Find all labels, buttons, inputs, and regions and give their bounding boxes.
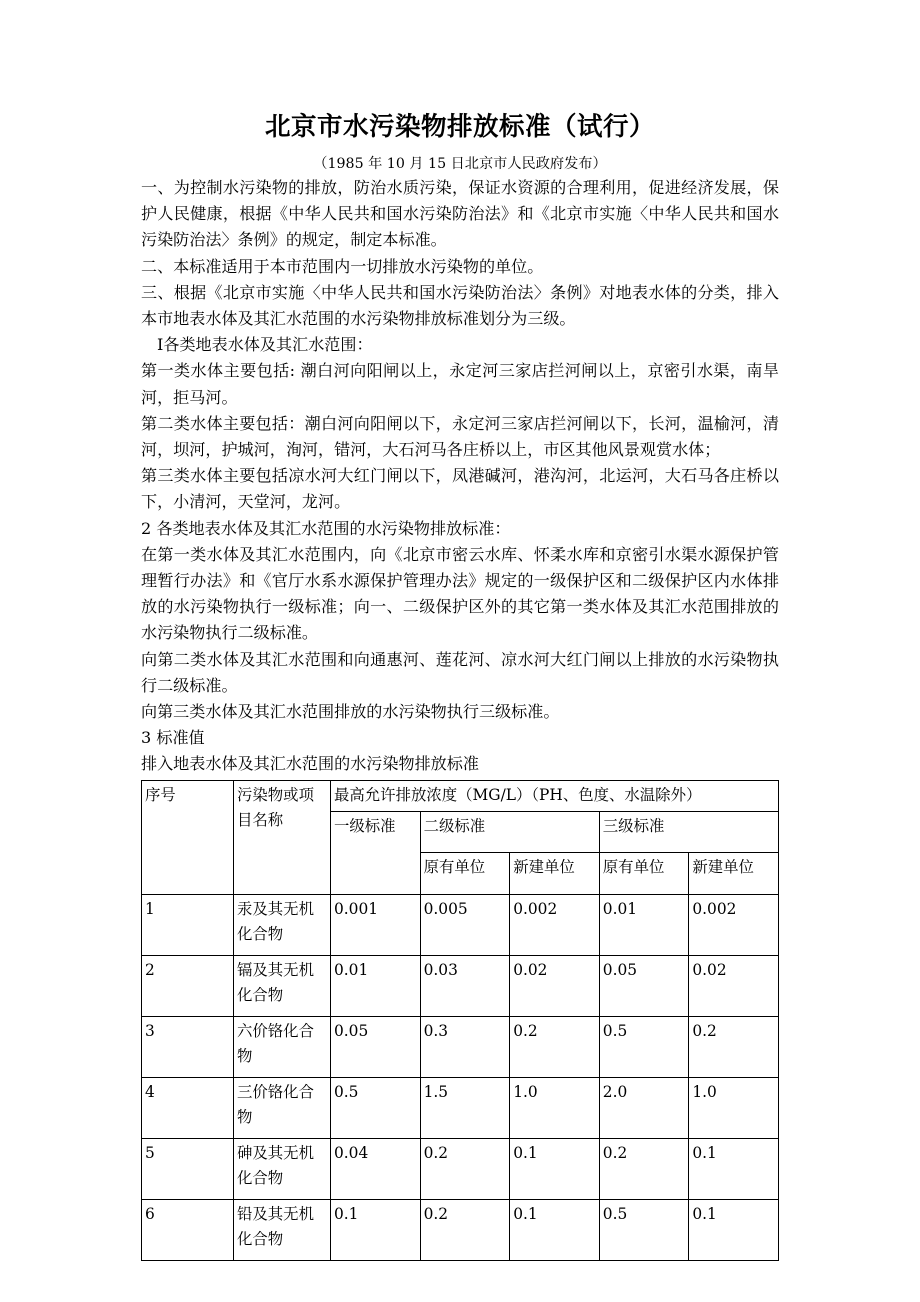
cell-pollutant-name: 三价铬化合物 — [234, 1077, 331, 1138]
cell-level-1: 0.001 — [331, 894, 421, 955]
cell-level-3-new: 0.1 — [689, 1199, 779, 1260]
document-subtitle: （1985 年 10 月 15 日北京市人民政府发布） — [313, 156, 607, 172]
cell-level-1: 0.05 — [331, 1016, 421, 1077]
cell-level-1: 0.1 — [331, 1199, 421, 1260]
cell-index: 3 — [142, 1016, 234, 1077]
cell-level-1: 0.04 — [331, 1138, 421, 1199]
cell-level-3-existing: 2.0 — [599, 1077, 689, 1138]
cell-index: 1 — [142, 894, 234, 955]
table-header-level-2-new: 新建单位 — [510, 853, 600, 895]
paragraph-class-2-rule: 向第二类水体及其汇水范围和向通惠河、莲花河、凉水河大红门闸以上排放的水污染物执行二级标准。 — [141, 649, 779, 695]
cell-level-2-existing: 0.2 — [420, 1199, 510, 1260]
cell-level-3-new: 0.1 — [689, 1138, 779, 1199]
cell-index: 5 — [142, 1138, 234, 1199]
cell-pollutant-name: 砷及其无机化合物 — [234, 1138, 331, 1199]
cell-index: 2 — [142, 955, 234, 1016]
paragraph-water-class-3: 第三类水体主要包括凉水河大红门闸以下，凤港碱河，港沟河，北运河，大石马各庄桥以下，小清河，天堂河，龙河。 — [141, 466, 779, 512]
table-row — [142, 1138, 779, 1199]
cell-level-2-existing: 0.2 — [420, 1138, 510, 1199]
cell-pollutant-name: 六价铬化合物 — [234, 1016, 331, 1077]
cell-index: 6 — [142, 1199, 234, 1260]
discharge-standard-table — [141, 780, 779, 1261]
cell-level-2-existing: 0.03 — [420, 955, 510, 1016]
cell-level-3-existing: 0.2 — [599, 1138, 689, 1199]
cell-level-3-existing: 0.5 — [599, 1199, 689, 1260]
cell-level-2-new: 0.002 — [510, 894, 600, 955]
table-header-level-3-existing: 原有单位 — [599, 853, 689, 895]
paragraph-article-3: 三、根据《北京市实施〈中华人民共和国水污染防治法〉条例》对地表水体的分类，排入本市地表水体及其汇水范围的水污染物排放标准划分为三级。 — [141, 282, 779, 329]
page-title: 北京市水污染物排放标准（试行） — [264, 112, 655, 142]
table-header-level-1: 一级标准 — [331, 811, 421, 894]
paragraph-section-1-heading: Ⅰ各类地表水体及其汇水范围： — [157, 335, 373, 355]
table-row — [142, 894, 779, 955]
cell-level-2-existing: 0.3 — [420, 1016, 510, 1077]
cell-level-3-new: 0.02 — [689, 955, 779, 1016]
cell-level-2-new: 0.2 — [510, 1016, 600, 1077]
cell-level-2-existing: 1.5 — [420, 1077, 510, 1138]
document-page — [141, 0, 779, 1261]
paragraph-section-3-heading: 3 标准值 — [141, 728, 205, 748]
cell-pollutant-name: 镉及其无机化合物 — [234, 955, 331, 1016]
cell-level-3-new: 1.0 — [689, 1077, 779, 1138]
cell-level-2-new: 0.02 — [510, 955, 600, 1016]
table-row — [142, 1199, 779, 1260]
paragraph-section-2-heading: 2 各类地表水体及其汇水范围的水污染物排放标准： — [141, 518, 511, 538]
table-header-index: 序号 — [142, 780, 234, 894]
table-header-level-3: 三级标准 — [599, 811, 778, 853]
table-header-level-2: 二级标准 — [420, 811, 599, 853]
table-header-row-1 — [142, 780, 779, 811]
paragraph-class-1-rule: 在第一类水体及其汇水范围内，向《北京市密云水库、怀柔水库和京密引水渠水源保护管理暂行办法》和《官厅水系水源保护管理办法》规定的一级保护区和二级保护区内水体排放的水污染物执行一级标准；向一、二级保护区外的其它第一类水体及其汇水范围排放的水污染物执行二级标准。 — [141, 544, 779, 643]
cell-level-1: 0.5 — [331, 1077, 421, 1138]
cell-level-2-new: 0.1 — [510, 1138, 600, 1199]
cell-pollutant-name: 汞及其无机化合物 — [234, 894, 331, 955]
table-caption: 排入地表水体及其汇水范围的水污染物排放标准 — [141, 754, 479, 774]
paragraph-water-class-2: 第二类水体主要包括：潮白河向阳闸以下，永定河三家店拦河闸以下，长河，温榆河，清河，坝河，护城河，洵河，错河，大石河马各庄桥以上，市区其他风景观赏水体； — [141, 413, 779, 460]
cell-level-3-new: 0.002 — [689, 894, 779, 955]
cell-level-2-new: 0.1 — [510, 1199, 600, 1260]
cell-level-2-existing: 0.005 — [420, 894, 510, 955]
paragraph-article-2: 二、本标准适用于本市范围内一切排放水污染物的单位。 — [141, 256, 544, 276]
table-row — [142, 1077, 779, 1138]
table-header-pollutant-name: 污染物或项目名称 — [234, 780, 331, 894]
cell-level-3-existing: 0.05 — [599, 955, 689, 1016]
cell-pollutant-name: 铅及其无机化合物 — [234, 1199, 331, 1260]
cell-index: 4 — [142, 1077, 234, 1138]
table-header-concentration: 最高允许排放浓度（MG/L）（PH、色度、水温除外） — [331, 780, 779, 811]
paragraph-water-class-1: 第一类水体主要包括: 潮白河向阳闸以上，永定河三家店拦河闸以上，京密引水渠，南旱河，拒马河。 — [141, 361, 779, 407]
table-row — [142, 955, 779, 1016]
paragraph-article-1: 一、为控制水污染物的排放，防治水质污染，保证水资源的合理利用，促进经济发展，保护人民健康，根据《中华人民共和国水污染防治法》和《北京市实施〈中华人民共和国水污染防治法〉条例》的规定，制定本标准。 — [141, 178, 779, 250]
cell-level-3-new: 0.2 — [689, 1016, 779, 1077]
table-header-level-2-existing: 原有单位 — [420, 853, 510, 895]
cell-level-2-new: 1.0 — [510, 1077, 600, 1138]
table-row — [142, 1016, 779, 1077]
cell-level-3-existing: 0.01 — [599, 894, 689, 955]
paragraph-class-3-rule: 向第三类水体及其汇水范围排放的水污染物执行三级标准。 — [141, 702, 560, 722]
cell-level-1: 0.01 — [331, 955, 421, 1016]
cell-level-3-existing: 0.5 — [599, 1016, 689, 1077]
table-header-level-3-new: 新建单位 — [689, 853, 779, 895]
